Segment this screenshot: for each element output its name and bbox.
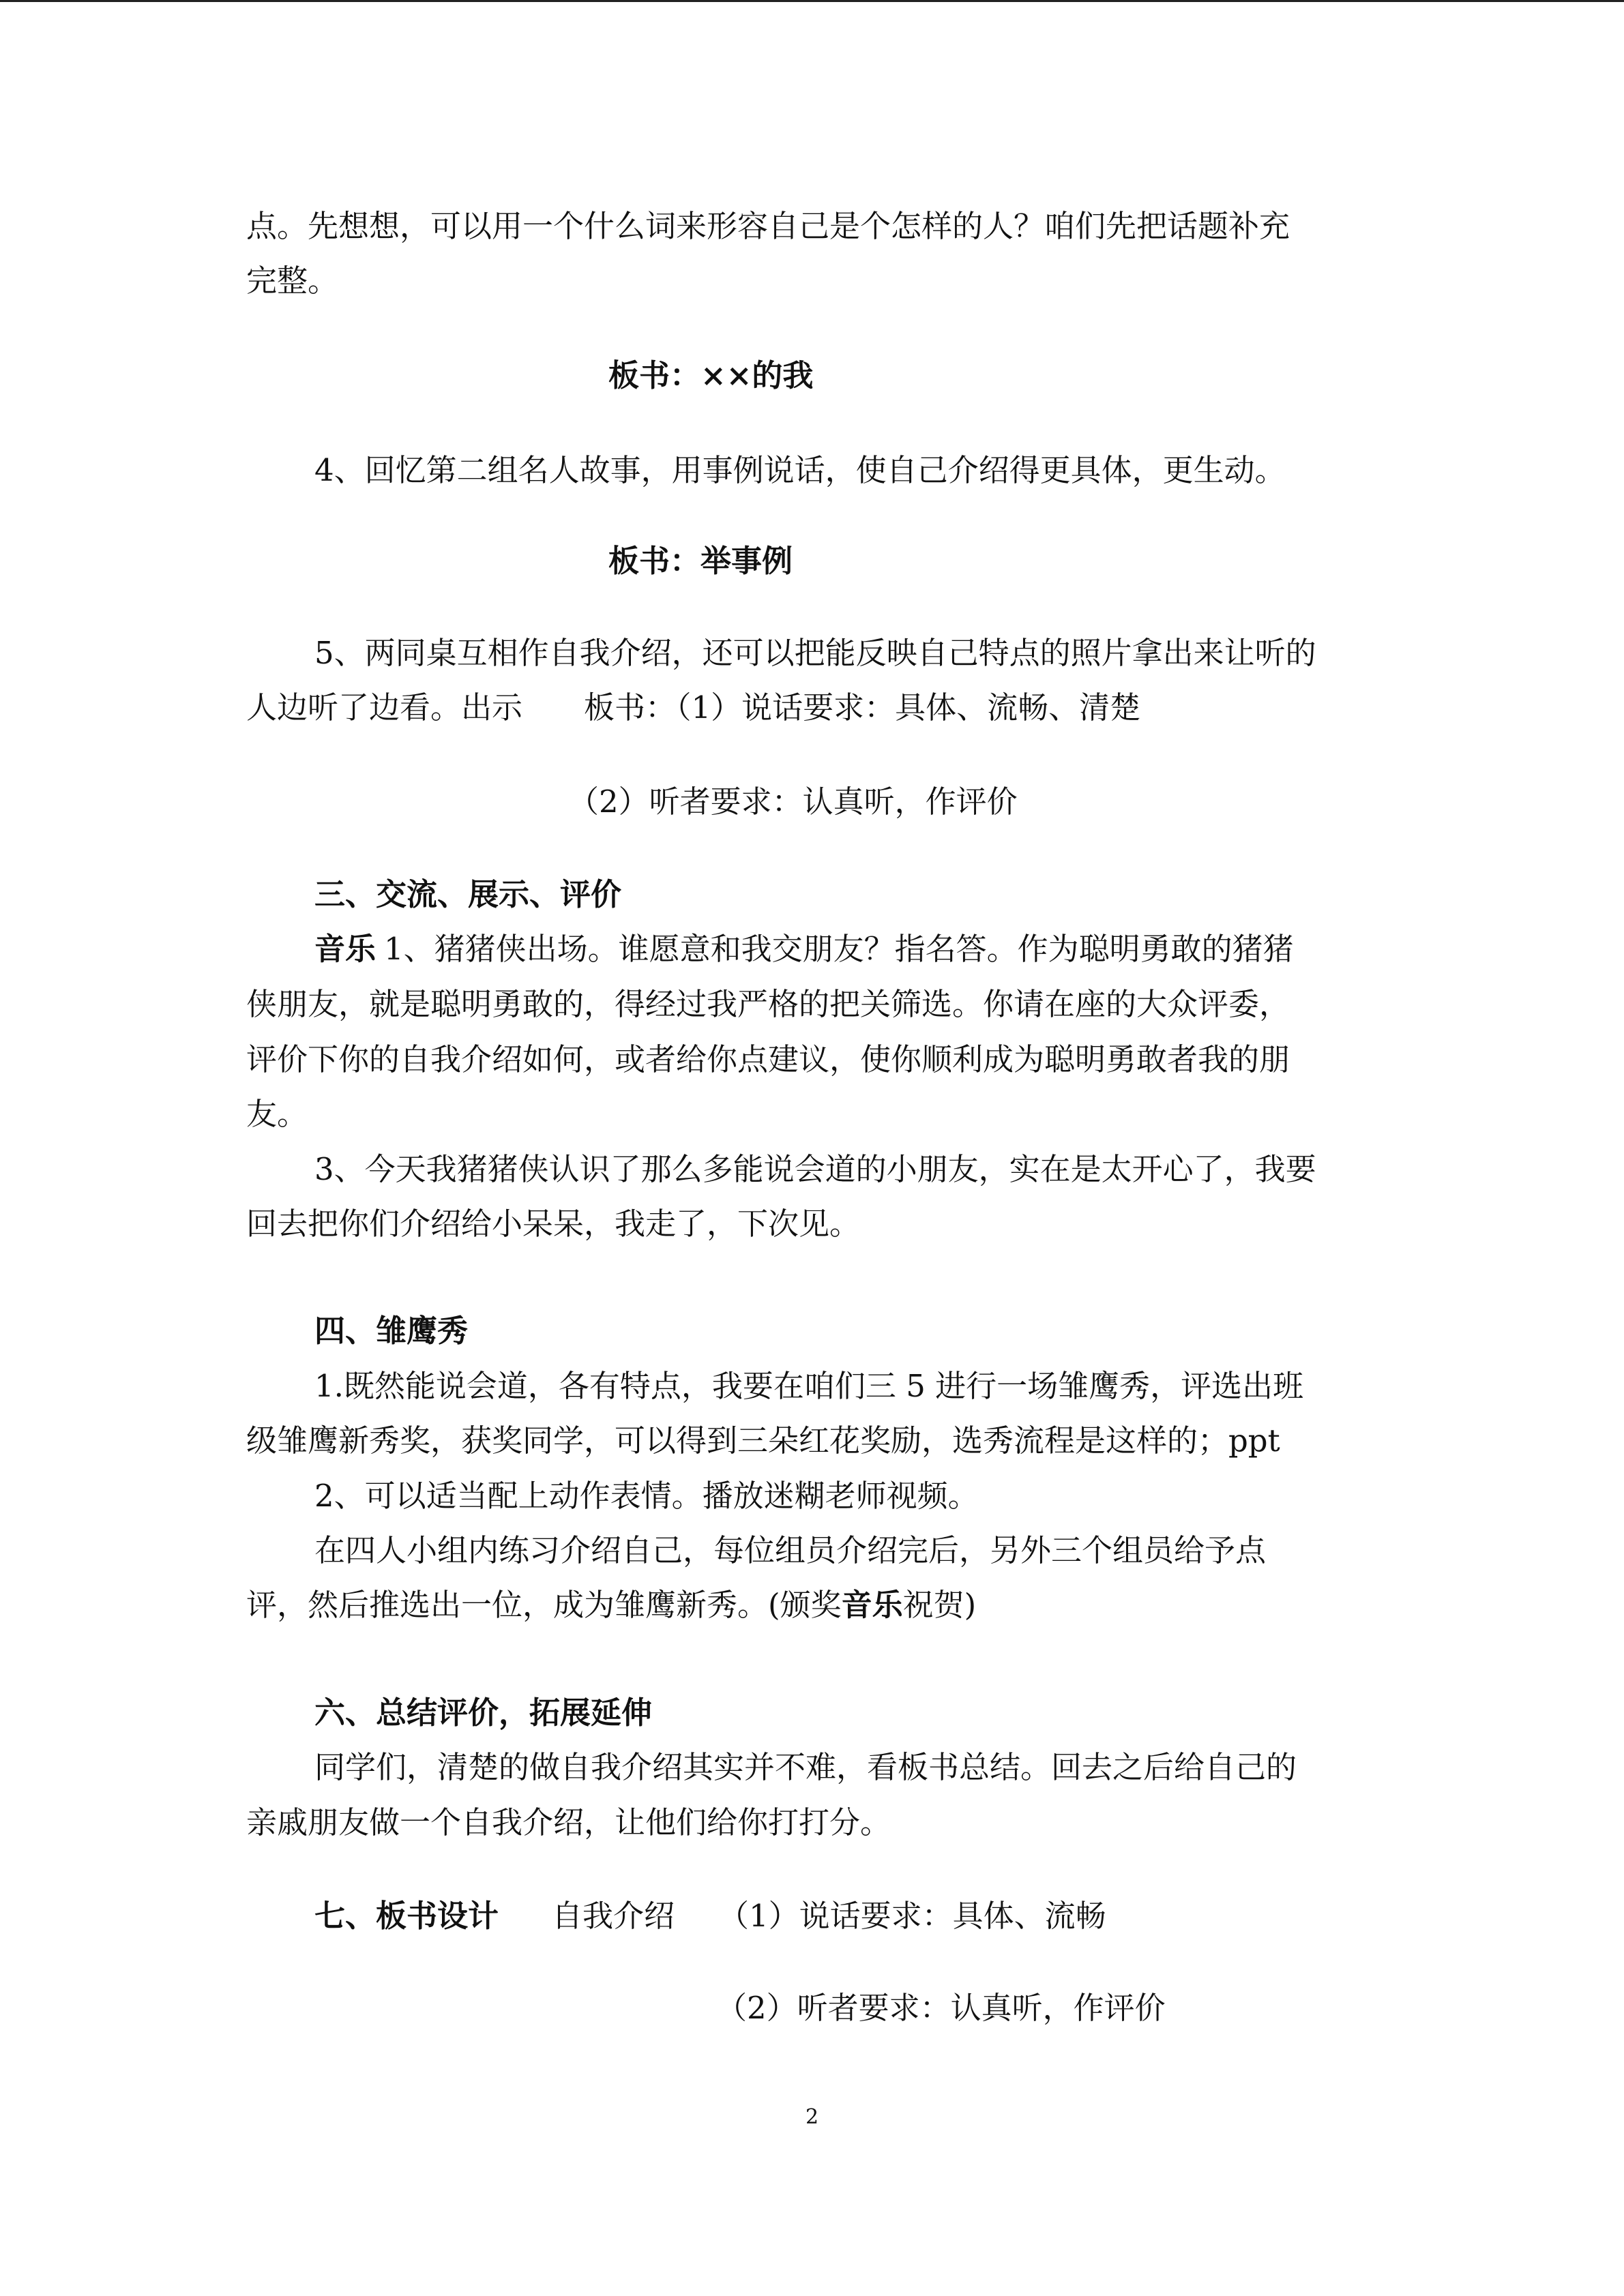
body-text-line: 完整。 xyxy=(246,263,339,299)
section-heading: 三、交流、展示、评价 xyxy=(314,876,622,912)
body-text-line: 级雏鹰新秀奖，获奖同学，可以得到三朵红花奖励，选秀流程是这样的；ppt xyxy=(246,1422,1280,1459)
board-design-item: （1）说话要求：具体、流畅 xyxy=(718,1898,1106,1934)
body-text-segment: 1、猪猪侠出场。谁愿意和我交朋友？指名答。作为聪明勇敢的猪猪 xyxy=(384,931,1294,967)
body-text-line: 同学们，清楚的做自我介绍其实并不难，看板书总结。回去之后给自己的 xyxy=(314,1749,1297,1785)
body-text-line xyxy=(246,1585,976,1626)
body-text-line: 3、今天我猪猪侠认识了那么多能说会道的小朋友，实在是太开心了，我要 xyxy=(314,1151,1316,1187)
board-design-item: （2）听者要求：认真听，作评价 xyxy=(716,1990,1166,2026)
section-heading: 六、总结评价，拓展延伸 xyxy=(314,1695,653,1731)
music-cue: 音乐 xyxy=(841,1587,903,1623)
body-text-line: 1.既然能说会道，各有特点，我要在咱们三 5 进行一场雏鹰秀，评选出班 xyxy=(314,1368,1304,1404)
body-text-line: 4、回忆第二组名人故事，用事例说话，使自己介绍得更具体，更生动。 xyxy=(314,452,1286,488)
body-text-line: （2）听者要求：认真听，作评价 xyxy=(568,784,1018,820)
body-text-line: 评价下你的自我介绍如何，或者给你点建议，使你顺利成为聪明勇敢者我的朋 xyxy=(246,1041,1290,1077)
music-cue: 音乐 xyxy=(314,931,377,967)
body-text-line: 在四人小组内练习介绍自己，每位组员介绍完后，另外三个组员给予点 xyxy=(314,1532,1267,1568)
body-text-line: 点。先想想，可以用一个什么词来形容自己是个怎样的人？咱们先把话题补充 xyxy=(246,208,1290,244)
board-note-inline: 板书：（1）说话要求：具体、流畅、清楚 xyxy=(584,689,1141,726)
board-note-heading: 板书：××的我 xyxy=(608,357,814,393)
body-text-line: 5、两同桌互相作自我介绍，还可以把能反映自己特点的照片拿出来让听的 xyxy=(314,635,1316,671)
body-text-line: 2、可以适当配上动作表情。播放迷糊老师视频。 xyxy=(314,1478,979,1514)
body-text-line: 侠朋友，就是聪明勇敢的，得经过我严格的把关筛选。你请在座的大众评委， xyxy=(246,986,1290,1022)
body-text-line: 友。 xyxy=(246,1096,308,1132)
body-text-segment: 祝贺) xyxy=(902,1587,977,1623)
board-note-heading: 板书：举事例 xyxy=(608,543,793,579)
body-text-segment: 评，然后推选出一位，成为雏鹰新秀。(颁奖 xyxy=(246,1587,842,1623)
body-text-line: 回去把你们介绍给小呆呆，我走了，下次见。 xyxy=(246,1206,861,1242)
board-design-title: 自我介绍 xyxy=(552,1898,675,1934)
body-text-line xyxy=(314,929,1294,970)
body-text-line: 亲戚朋友做一个自我介绍，让他们给你打打分。 xyxy=(246,1804,891,1840)
board-design-line xyxy=(314,1896,1106,1937)
page-number: 2 xyxy=(805,2105,819,2129)
section-heading: 四、雏鹰秀 xyxy=(314,1313,469,1349)
body-text-line xyxy=(246,687,1140,728)
section-heading: 七、板书设计 xyxy=(314,1898,499,1934)
body-text-segment: 人边听了边看。出示 xyxy=(246,689,523,726)
page-top-border xyxy=(0,0,1624,2)
